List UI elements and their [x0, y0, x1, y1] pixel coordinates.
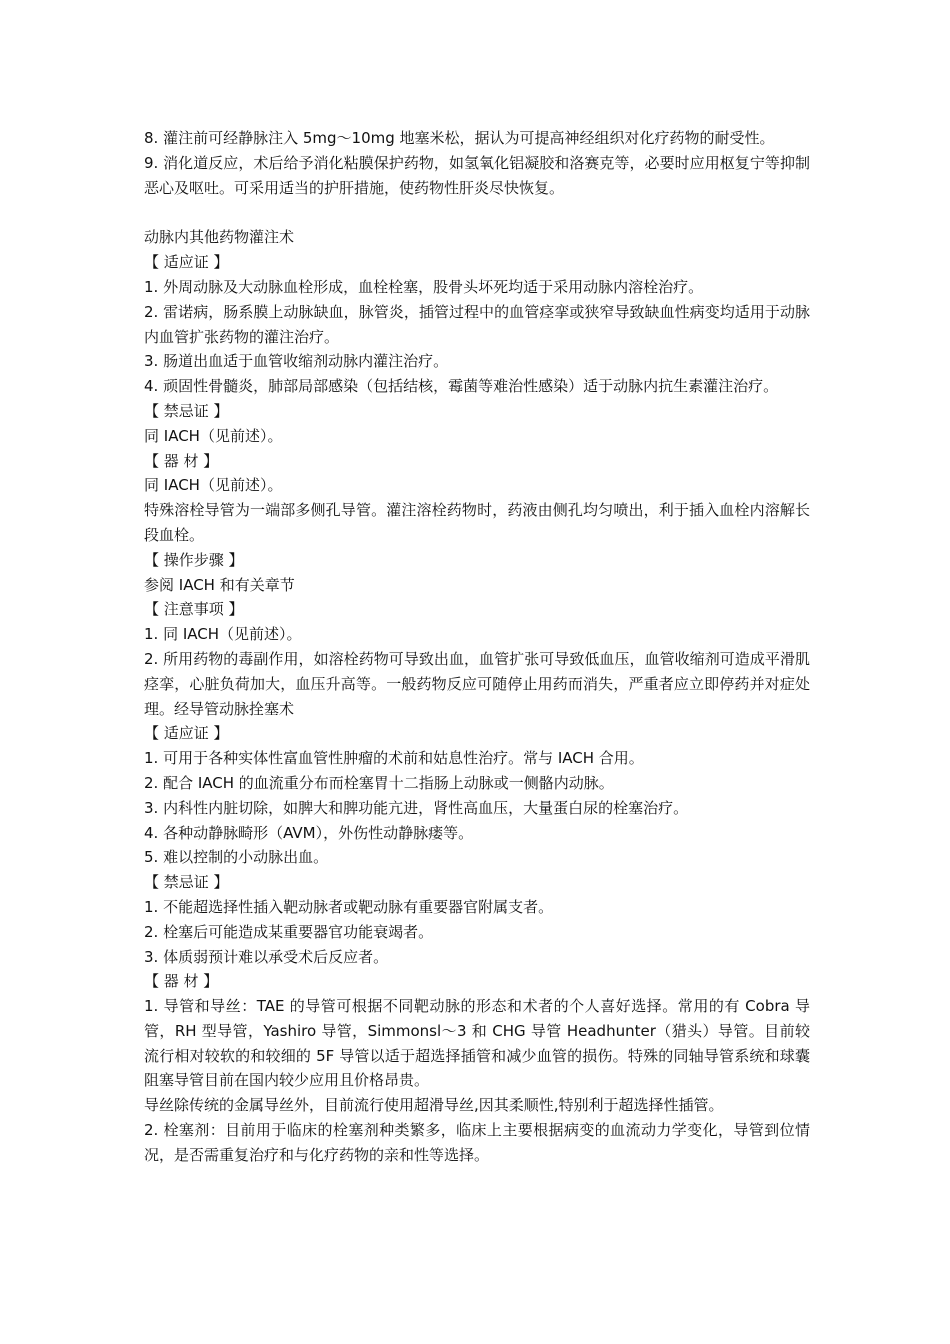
- tae-contraindication-item-2: 2. 栓塞后可能造成某重要器官功能衰竭者。: [144, 922, 434, 941]
- equipment-text: 同 IACH（见前述）。: [144, 476, 283, 495]
- indication-item-3: 3. 肠道出血适于血管收缩剂动脉内灌注治疗。: [144, 352, 449, 371]
- tae-indication-item-5: 5. 难以控制的小动脉出血。: [144, 848, 329, 867]
- tae-equipment-item-1: 1. 导管和导丝：TAE 的导管可根据不同靶动脉的形态和术者的个人喜好选择。常用的有 Cobra 导管，RH 型导管，Yashiro 导管，Simmonsl～3 和 CHG 导管 Headhunter（猎头）导管。目前较流行相对较软的和较细的 5F 导管以适于超选择插管和减少血管的损伤。特殊的同轴导管系统和球囊阻塞导管目前在国内较少应用且价格昂贵。: [144, 997, 810, 1090]
- tae-indication-item-3: 3. 内科性内脏切除，如脾大和脾功能亢进，肾性高血压，大量蛋白尿的栓塞治疗。: [144, 798, 689, 817]
- heading-indications: 【 适应证 】: [144, 253, 229, 272]
- heading-precautions: 【 注意事项 】: [144, 600, 244, 619]
- paragraph-gap: [144, 200, 810, 225]
- tae-equipment-item-2: 2. 栓塞剂：目前用于临床的栓塞剂种类繁多，临床上主要根据病变的血流动力学变化，导管到位情况，是否需重复治疗和与化疗药物的亲和性等选择。: [144, 1121, 810, 1164]
- precaution-item-1: 1. 同 IACH（见前述）。: [144, 625, 302, 644]
- document-body: [144, 126, 810, 1168]
- indication-item-2: 2. 雷诺病，肠系膜上动脉缺血，脉管炎，插管过程中的血管痉挛或狭窄导致缺血性病变均适用于动脉内血管扩张药物的灌注治疗。: [144, 302, 810, 346]
- section-title: 动脉内其他药物灌注术: [144, 228, 295, 247]
- indication-item-4: 4. 顽固性骨髓炎，肺部局部感染（包括结核，霉菌等难治性感染）适于动脉内抗生素灌注治疗。: [144, 377, 779, 396]
- procedure-text: 参阅 IACH 和有关章节: [144, 575, 295, 594]
- heading-contraindications-tae: 【 禁忌证 】: [144, 873, 229, 892]
- tae-contraindication-item-1: 1. 不能超选择性插入靶动脉者或靶动脉有重要器官附属支者。: [144, 897, 554, 916]
- precaution-item-2: 2. 所用药物的毒副作用，如溶栓药物可导致出血，血管扩张可导致低血压，血管收缩剂可造成平滑肌痉挛，心脏负荷加大，血压升高等。一般药物反应可随停止用药而消失，严重者应立即停药并对症处理。经导管动脉拴塞术: [144, 649, 810, 718]
- tae-indication-item-1: 1. 可用于各种实体性富血管性肿瘤的术前和姑息性治疗。常与 IACH 合用。: [144, 749, 644, 768]
- indication-item-1: 1. 外周动脉及大动脉血栓形成，血栓栓塞，股骨头坏死均适于采用动脉内溶栓治疗。: [144, 277, 704, 296]
- heading-equipment-tae: 【 器 材 】: [144, 972, 219, 991]
- note-item-9: 9. 消化道反应，术后给予消化粘膜保护药物，如氢氧化铝凝胶和洛赛克等，必要时应用枢复宁等抑制恶心及呕吐。可采用适当的护肝措施，使药物性肝炎尽快恢复。: [144, 153, 810, 197]
- contraindication-text: 同 IACH（见前述）。: [144, 426, 283, 445]
- heading-contraindications: 【 禁忌证 】: [144, 401, 229, 420]
- note-item-8: 8. 灌注前可经静脉注入 5mg～10mg 地塞米松，据认为可提高神经组织对化疗药物的耐受性。: [144, 129, 775, 147]
- tae-indication-item-2: 2. 配合 IACH 的血流重分布而栓塞胃十二指肠上动脉或一侧骼内动脉。: [144, 773, 614, 792]
- tae-contraindication-item-3: 3. 体质弱预计难以承受术后反应者。: [144, 947, 389, 966]
- tae-indication-item-4: 4. 各种动静脉畸形（AVM），外伤性动静脉瘘等。: [144, 823, 474, 842]
- equipment-catheter-text: 特殊溶栓导管为一端部多侧孔导管。灌注溶栓药物时，药液由侧孔均匀喷出，利于插入血栓内溶解长段血栓。: [144, 501, 810, 544]
- heading-procedure: 【 操作步骤 】: [144, 550, 244, 569]
- tae-equipment-guidewire-text: 导丝除传统的金属导丝外，目前流行使用超滑导丝,因其柔顺性,特别利于超选择性插管。: [144, 1096, 724, 1115]
- heading-equipment: 【 器 材 】: [144, 451, 219, 470]
- heading-indications-tae: 【 适应证 】: [144, 724, 229, 743]
